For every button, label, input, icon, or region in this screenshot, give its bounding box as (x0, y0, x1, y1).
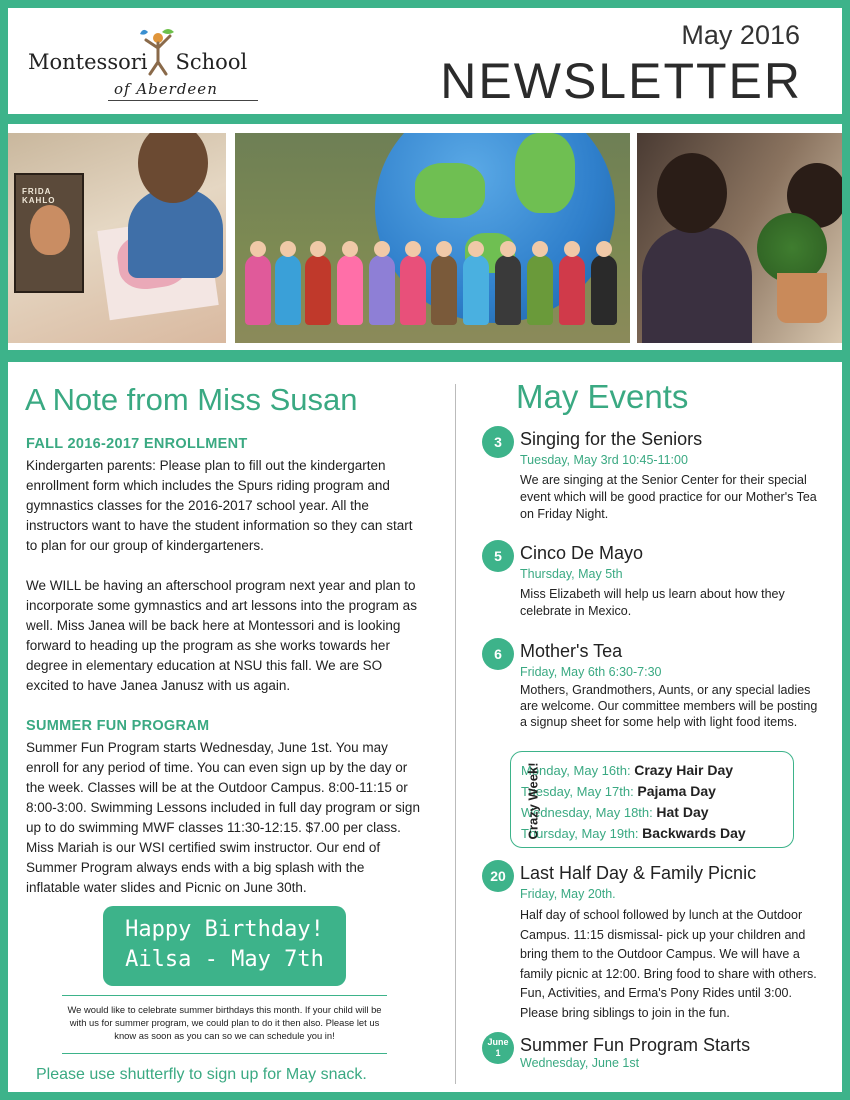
event-date: Friday, May 20th. (520, 887, 616, 901)
crazy-week-label: Crazy Week! (525, 762, 541, 840)
snack-signup-note: Please use shutterfly to sign up for May snack. (36, 1066, 367, 1083)
school-logo (28, 28, 258, 108)
crazy-week-row: Monday, May 16th: Crazy Hair Day (521, 762, 734, 778)
event-description: We are singing at the Senior Center for their special event which will be good practice for our Mother's Tea on Friday Night. (520, 473, 817, 521)
newsletter-body (8, 362, 842, 1092)
event-title: Last Half Day & Family Picnic (520, 863, 757, 883)
logo-wordmark: Montessori School (28, 50, 248, 74)
crazy-week-row: Wednesday, May 18th: Hat Day (521, 804, 709, 820)
summer-paragraph: Summer Fun Program starts Wednesday, June 1st. You may enroll for any period of time. You can even sign up by the day or the week. Classes will be at the Outdoor Campus. 8:00-11:15 or 8:00-3:00. Swimming Lessons included in full day program or sign up to do swimming MWF classes 11:30-12:15. $7.00 per class. Miss Mariah is our WSI certified swim instructor. Our end of Summer Program always ends with a big splash with the inflatable water slides and Picnic on June 30th. (26, 740, 420, 895)
events-title: May Events (516, 378, 689, 415)
photo-child-painting (8, 133, 226, 343)
event-description: Mothers, Grandmothers, Aunts, or any special ladies are welcome. Our committee members will be posting a signup sheet for some help with light food items. (520, 683, 818, 729)
event-day-badge: 5 (482, 540, 514, 572)
column-divider (455, 384, 456, 1084)
logo-underline (108, 100, 258, 101)
summer-heading: SUMMER FUN PROGRAM (26, 718, 210, 734)
event-date: Tuesday, May 3rd 10:45-11:00 (520, 453, 688, 467)
event-title: Summer Fun Program Starts (520, 1035, 751, 1055)
issue-month: May 2016 (681, 20, 800, 50)
event-day-badge: June 1 (482, 1032, 514, 1064)
event-date: Friday, May 6th 6:30-7:30 (520, 665, 662, 679)
birthday-note: We would like to celebrate summer birthdays this month. If your child will be with us for summer program, we could plan to do it then also. Please let us know as soon as you can so we can schedule you in! (62, 995, 387, 1054)
event-date: Wednesday, June 1st (520, 1056, 640, 1070)
newsletter-title: NEWSLETTER (440, 53, 802, 109)
enrollment-heading: FALL 2016-2017 ENROLLMENT (26, 436, 248, 452)
birthday-line-1: Happy Birthday! (125, 917, 324, 942)
event-date: Thursday, May 5th (520, 567, 623, 581)
birthday-line-2: Ailsa - May 7th (125, 947, 324, 972)
crazy-week-box (510, 751, 794, 848)
crazy-week-row: Thursday, May 19th: Backwards Day (521, 825, 746, 841)
newsletter-header (8, 8, 842, 114)
note-title: A Note from Miss Susan (25, 382, 358, 417)
photo-children-globe (235, 133, 630, 343)
afterschool-paragraph: We WILL be having an afterschool program next year and plan to incorporate some gymnastics and art lessons into the program as well. Miss Janea will be back here at Montessori and is looking forward to heading up the program as she works towards her degree in elementary education at NSU this fall. We are SO excited to have Janea Janusz with us again. (26, 578, 417, 693)
event-description: Half day of school followed by lunch at the Outdoor Campus. 11:15 dismissal- pick up your children and bring them to the Outdoor Campus. We will have a family picnic at 12:00. Bring food to share with others. Fun, Activities, and Erma's Pony Rides until 3:00. Please bring siblings to join in the fun. (520, 908, 817, 1020)
event-description: Miss Elizabeth will help us learn about how they celebrate in Mexico. (520, 587, 785, 618)
logo-subtitle: of Aberdeen (114, 80, 218, 98)
event-day-badge: 20 (482, 860, 514, 892)
event-title: Mother's Tea (520, 641, 623, 661)
enrollment-paragraph: Kindergarten parents: Please plan to fill out the kindergarten enrollment form which includes the Spurs riding program and gymnastics classes for the 2016-2017 school year. All the instructors want to have the student information so they can start to plan for our group of kindergarteners. (26, 458, 413, 553)
event-day-badge: 3 (482, 426, 514, 458)
event-day-badge: 6 (482, 638, 514, 670)
birthday-banner (103, 906, 346, 986)
book-title: FRIDA KAHLO (22, 187, 56, 205)
frida-kahlo-book (14, 173, 84, 293)
event-title: Cinco De Mayo (520, 543, 644, 563)
photo-children-plant (637, 133, 842, 343)
crazy-week-row: Tuesday, May 17th: Pajama Day (521, 783, 716, 799)
photo-band (8, 124, 842, 350)
event-title: Singing for the Seniors (520, 429, 703, 449)
